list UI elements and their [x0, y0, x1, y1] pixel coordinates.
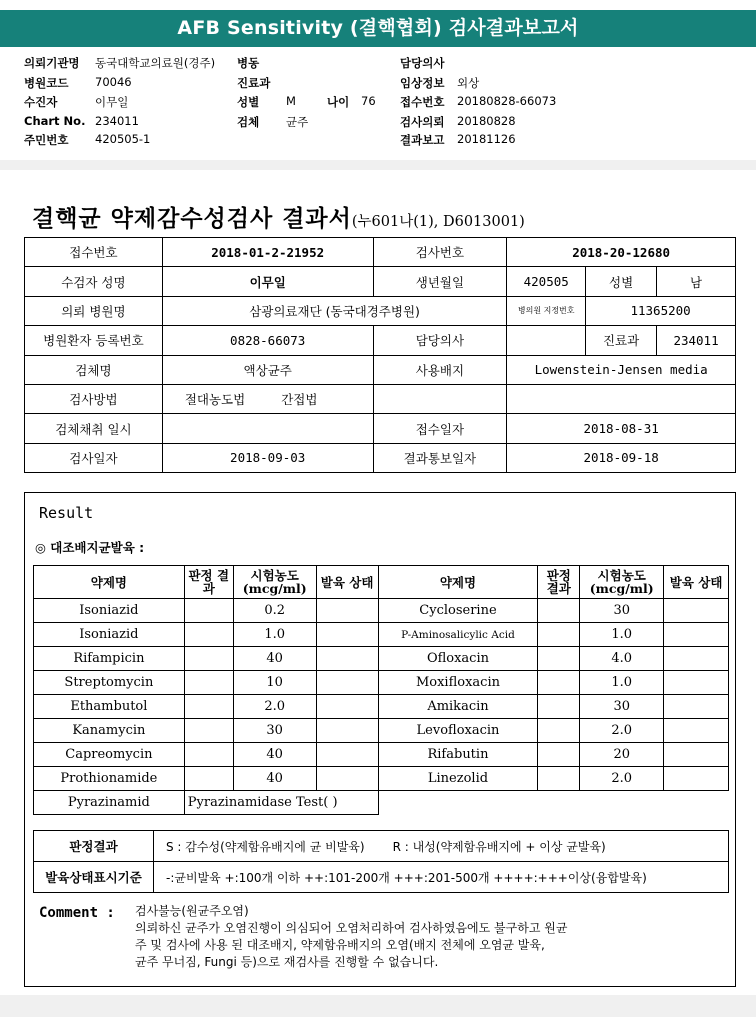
report-title-bar: [0, 10, 756, 47]
cell-drug-name: Linezolid: [378, 767, 538, 791]
value-patient: 이무일: [95, 95, 129, 109]
cell-judge: [538, 647, 580, 671]
cell-patient-name: 이무일: [162, 267, 373, 296]
cell-judge: [538, 599, 580, 623]
cell-receive-date: 2018-08-31: [507, 414, 736, 443]
table-row: [34, 791, 729, 815]
cell-growth: [664, 671, 729, 695]
table-row: [25, 326, 736, 355]
cell-medium: Lowenstein-Jensen media: [507, 355, 736, 384]
cell-conc: 30: [580, 599, 664, 623]
cell-label: 검사방법: [25, 384, 163, 413]
cell-test-date: 2018-09-03: [162, 443, 373, 472]
cell-judge: [538, 695, 580, 719]
cell-label: 검사일자: [25, 443, 163, 472]
judge-r-text: R : 내성(약제함유배지에 + 이상 균발육): [392, 839, 606, 854]
table-row: [34, 599, 729, 623]
header-conc: [580, 566, 664, 599]
cell-drug-name: Rifabutin: [378, 743, 538, 767]
cell-label: 접수번호: [25, 238, 163, 267]
cell-growth: [316, 671, 378, 695]
cell-conc: 4.0: [580, 647, 664, 671]
cell-doctor: [507, 326, 586, 355]
table-row: [25, 355, 736, 384]
cell-label: 검체명: [25, 355, 163, 384]
growth-criteria-label: 발육상태표시기준: [34, 862, 154, 893]
label-requesting-org: 의뢰기관명: [24, 56, 80, 70]
cell-judge: [538, 671, 580, 695]
table-row: [34, 831, 729, 862]
header-judge-text: 판정 결과: [188, 568, 230, 596]
table-row: [25, 296, 736, 325]
cell-conc: 10: [233, 671, 316, 695]
value-chart-no: 234011: [95, 114, 139, 128]
cell-conc: 20: [580, 743, 664, 767]
cell-conc: 1.0: [233, 623, 316, 647]
cell-drug-name: P-Aminosalicylic Acid: [378, 623, 538, 647]
cell-drug-name: Capreomycin: [34, 743, 185, 767]
cell-conc: 40: [233, 647, 316, 671]
cell-label: 접수일자: [373, 414, 507, 443]
cell-growth: [316, 743, 378, 767]
label-resident-no: 주민번호: [24, 133, 69, 147]
cell-growth: [664, 647, 729, 671]
cell-hospital: 삼광의료재단 (동국대경주병원): [162, 296, 506, 325]
table-row: [34, 767, 729, 791]
cell-judge: [184, 719, 233, 743]
cell-collect-date: [162, 414, 373, 443]
table-row: [25, 443, 736, 472]
cell-conc: 2.0: [580, 767, 664, 791]
cell-drug-name: Kanamycin: [34, 719, 185, 743]
table-row: [25, 384, 736, 413]
cell-specimen: 액상균주: [162, 355, 373, 384]
value-receipt-no: 20180828-66073: [457, 94, 557, 108]
table-row: [34, 719, 729, 743]
table-row: [25, 267, 736, 296]
cell-reg-no: 0828-66073: [162, 326, 373, 355]
cell-judge: [184, 767, 233, 791]
cell-drug-name: Amikacin: [378, 695, 538, 719]
table-row: [34, 647, 729, 671]
comment-label: Comment :: [39, 905, 115, 921]
label-patient: 수진자: [24, 95, 58, 109]
cell-drug-name: Isoniazid: [34, 623, 185, 647]
method-indirect: 간접법: [281, 392, 318, 408]
cell-empty: [507, 384, 736, 413]
cell-judge: [184, 623, 233, 647]
label-specimen: 검체: [237, 115, 260, 129]
cell-conc: 30: [580, 695, 664, 719]
value-sex: M: [286, 94, 296, 108]
cell-conc: 2.0: [233, 695, 316, 719]
value-clinical-info: 외상: [457, 76, 480, 90]
cell-birth: 420505: [507, 267, 586, 296]
cell-conc: 40: [233, 743, 316, 767]
value-age: 76: [361, 94, 376, 108]
cell-notify-date: 2018-09-18: [507, 443, 736, 472]
cell-judge: [538, 719, 580, 743]
header-judge: [538, 566, 580, 599]
criteria-table: [33, 830, 729, 893]
cell-method: [162, 384, 373, 413]
scanned-report: [0, 170, 756, 995]
label-result-report: 결과보고: [400, 133, 445, 147]
control-growth-label: ◎ 대조배지균발육 :: [35, 540, 145, 555]
cell-growth: [316, 647, 378, 671]
cell-drug-name: Levofloxacin: [378, 719, 538, 743]
cell-growth: [316, 695, 378, 719]
table-row: [34, 671, 729, 695]
label-test-request: 검사의뢰: [400, 115, 445, 129]
cell-growth: [664, 623, 729, 647]
cell-growth: [664, 599, 729, 623]
cell-conc: 0.2: [233, 599, 316, 623]
table-header-row: [34, 566, 729, 599]
cell-designated-no: 11365200: [586, 296, 736, 325]
report-heading: [32, 200, 525, 233]
growth-criteria-value: -:균비발육 +:100개 이하 ++:101-200개 +++:201-500개 ++++:+++이상(융합발육): [154, 862, 729, 893]
cell-pza-test: Pyrazinamidase Test( ): [184, 791, 378, 815]
label-sex: 성별: [237, 95, 260, 109]
value-requesting-org: 동국대학교의료원(경주): [95, 56, 216, 70]
cell-label: 검체채취 일시: [25, 414, 163, 443]
cell-label: 병원환자 등록번호: [25, 326, 163, 355]
request-header: [0, 48, 756, 166]
label-receipt-no: 접수번호: [400, 95, 445, 109]
method-absolute: 절대농도법: [184, 392, 246, 408]
report-form-code: (누601나(1), D6013001): [351, 214, 525, 230]
cell-label: 성별: [586, 267, 657, 296]
cell-growth: [664, 743, 729, 767]
label-ward: 병동: [237, 56, 260, 70]
cell-label: 진료과: [586, 326, 657, 355]
judge-s-text: S : 감수성(약제함유배지에 균 비발육): [166, 839, 365, 854]
label-hospital-code: 병원코드: [24, 76, 69, 90]
table-row: [34, 623, 729, 647]
header-growth: [664, 566, 729, 599]
cell-growth: [316, 767, 378, 791]
window-title: AFB Sensitivity (결핵협회) 검사결과보고서: [177, 17, 579, 39]
comment-text: 검사불능(원균주오염) 의뢰하신 균주가 오염진행이 의심되어 오염처리하여 검사하였음에도 불구하고 원균 주 및 검사에 사용 된 대조배지, 약제함유배지의 오염(배지 전체에 오염균 발육, 균주 무너짐, Fungi 등)으로 재검사를 진행할 수 없습니다.: [135, 904, 568, 969]
cell-drug-name: Cycloserine: [378, 599, 538, 623]
cell-growth: [664, 767, 729, 791]
cell-judge: [538, 767, 580, 791]
cell-growth: [316, 599, 378, 623]
cell-judge: [184, 599, 233, 623]
cell-growth: [316, 719, 378, 743]
cell-growth: [664, 719, 729, 743]
cell-conc: 40: [233, 767, 316, 791]
cell-judge: [538, 623, 580, 647]
cell-reception-no: 2018-01-2-21952: [162, 238, 373, 267]
header-judge: [184, 566, 233, 599]
value-result-report: 20181126: [457, 132, 516, 146]
report-heading-text: 결핵균 약제감수성검사 결과서: [32, 205, 352, 232]
cell-test-no: 2018-20-12680: [507, 238, 736, 267]
cell-label: 생년월일: [373, 267, 507, 296]
cell-empty: [378, 791, 728, 815]
header-growth-text: 발육 상태: [669, 574, 723, 590]
drug-table: [33, 565, 729, 815]
cell-judge: [184, 671, 233, 695]
cell-drug-name: Pyrazinamid: [34, 791, 185, 815]
cell-drug-name: Isoniazid: [34, 599, 185, 623]
cell-drug-name: Ofloxacin: [378, 647, 538, 671]
page-bottom: [0, 995, 756, 1017]
cell-judge: [184, 743, 233, 767]
label-clinical-info: 임상정보: [400, 76, 445, 90]
result-section: [24, 492, 736, 987]
cell-label: 결과통보일자: [373, 443, 507, 472]
header-drug: 약제명: [34, 566, 185, 599]
cell-conc: 1.0: [580, 671, 664, 695]
patient-info-table: [24, 237, 736, 473]
cell-dept: 234011: [657, 326, 736, 355]
header-growth-text: 발육 상태: [320, 574, 374, 590]
value-hospital-code: 70046: [95, 75, 132, 89]
table-row: [34, 743, 729, 767]
cell-growth: [316, 623, 378, 647]
cell-label: 담당의사: [373, 326, 507, 355]
section-divider: [0, 160, 756, 170]
cell-sex: 남: [657, 267, 736, 296]
header-conc-text: 시험농도 (mcg/ml): [589, 568, 654, 596]
header-conc: [233, 566, 316, 599]
cell-conc: 1.0: [580, 623, 664, 647]
table-row: [25, 238, 736, 267]
value-resident-no: 420505-1: [95, 132, 151, 146]
header-drug: 약제명: [378, 566, 538, 599]
table-row: [34, 862, 729, 893]
cell-judge: [184, 695, 233, 719]
cell-conc: 30: [233, 719, 316, 743]
cell-label: 사용배지: [373, 355, 507, 384]
cell-label: 검사번호: [373, 238, 507, 267]
label-doctor: 담당의사: [400, 56, 445, 70]
table-row: [25, 414, 736, 443]
value-specimen: 균주: [286, 115, 309, 129]
cell-drug-name: Rifampicin: [34, 647, 185, 671]
label-chart-no: Chart No.: [24, 114, 86, 128]
cell-drug-name: Moxifloxacin: [378, 671, 538, 695]
header-conc-text: 시험농도 (mcg/ml): [242, 568, 307, 596]
cell-drug-name: Ethambutol: [34, 695, 185, 719]
cell-empty: [373, 384, 507, 413]
judge-criteria-value: [154, 831, 729, 862]
cell-growth: [664, 695, 729, 719]
cell-conc: 2.0: [580, 719, 664, 743]
cell-label: 수검자 성명: [25, 267, 163, 296]
label-department: 진료과: [237, 76, 271, 90]
value-test-request: 20180828: [457, 114, 516, 128]
cell-label: 병의원 지정번호: [507, 296, 586, 325]
cell-drug-name: Prothionamide: [34, 767, 185, 791]
cell-drug-name: Streptomycin: [34, 671, 185, 695]
header-growth: [316, 566, 378, 599]
cell-judge: [184, 647, 233, 671]
judge-criteria-label: 판정결과: [34, 831, 154, 862]
cell-judge: [538, 743, 580, 767]
label-age: 나이: [327, 95, 350, 109]
table-row: [34, 695, 729, 719]
header-judge-text: 판정 결과: [546, 568, 571, 596]
cell-label: 의뢰 병원명: [25, 296, 163, 325]
result-label: Result: [39, 504, 94, 522]
